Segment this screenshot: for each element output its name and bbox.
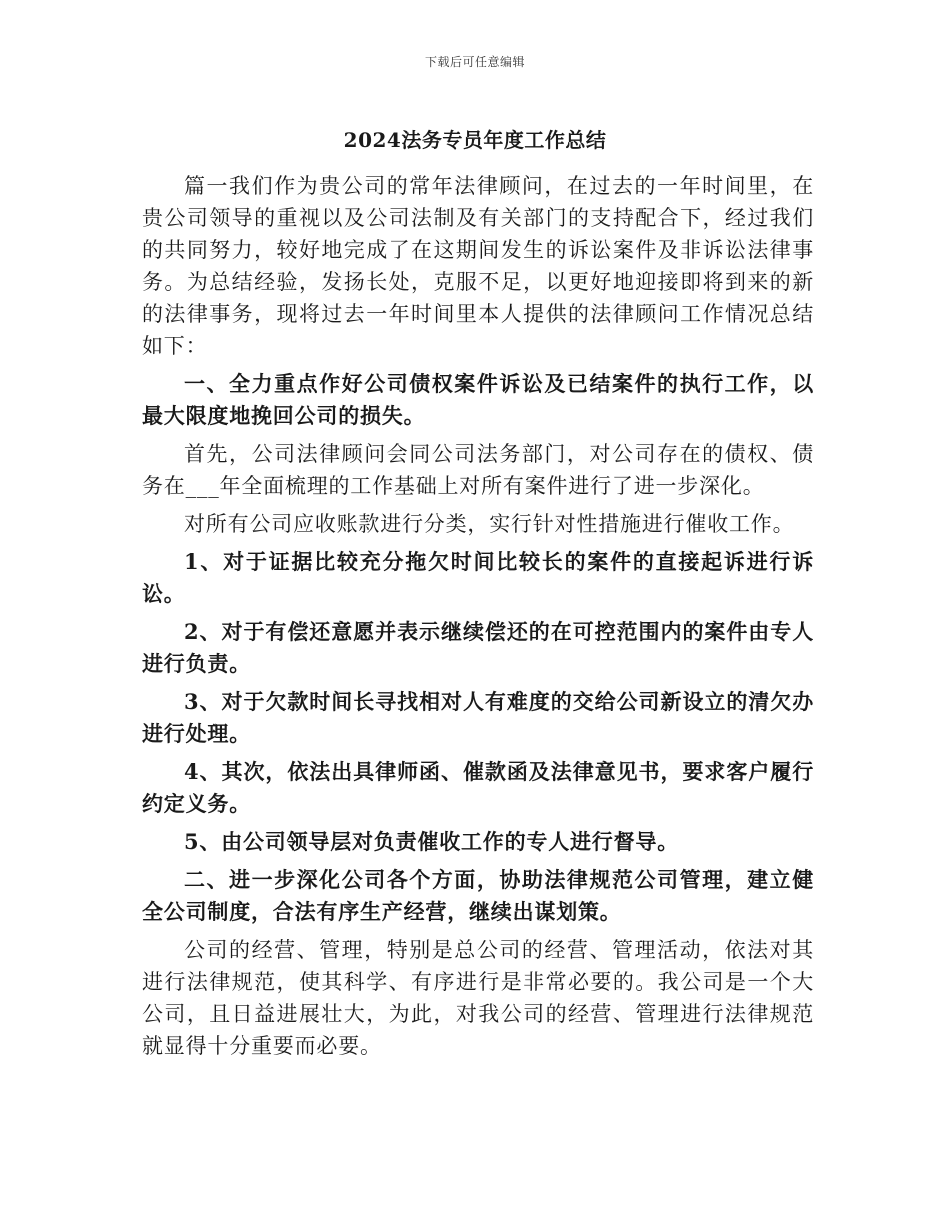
paragraph: 对所有公司应收账款进行分类，实行针对性措施进行催收工作。	[184, 512, 795, 536]
document-body	[142, 170, 814, 1068]
paragraph-intro: 篇一我们作为贵公司的常年法律顾问，在过去的一年时间里，在贵公司领导的重视以及公司法制及有关部门的支持配合下，经过我们的共同努力，较好地完成了在这期间发生的诉讼案件及非诉讼法律事务。为总结经验，发扬长处，克服不足，以更好地迎接即将到来的新的法律事务，现将过去一年时间里本人提供的法律顾问工作情况总结如下：	[142, 174, 814, 358]
section-heading-1: 一、全力重点作好公司债权案件诉讼及已结案件的执行工作，以最大限度地挽回公司的损失。	[142, 371, 814, 428]
document-title: 2024法务专员年度工作总结	[343, 128, 607, 152]
section-heading-2: 二、进一步深化公司各个方面，协助法律规范公司管理，建立健全公司制度，合法有序生产经营，继续出谋划策。	[142, 867, 814, 924]
list-item-1: 1、对于证据比较充分拖欠时间比较长的案件的直接起诉进行诉讼。	[142, 549, 814, 606]
list-item-3: 3、对于欠款时间长寻找相对人有难度的交给公司新设立的清欠办进行处理。	[142, 689, 814, 746]
list-item-5: 5、由公司领导层对负责催收工作的专人进行督导。	[184, 829, 680, 854]
list-item-2: 2、对于有偿还意愿并表示继续偿还的在可控范围内的案件由专人进行负责。	[142, 619, 814, 676]
header-note: 下载后可任意编辑	[424, 55, 525, 69]
paragraph: 首先，公司法律顾问会同公司法务部门，对公司存在的债权、债务在___年全面梳理的工作基础上对所有案件进行了进一步深化。	[142, 442, 814, 498]
paragraph: 公司的经营、管理，特别是总公司的经营、管理活动，依法对其进行法律规范，使其科学、有序进行是非常必要的。我公司是一个大公司，且日益进展壮大，为此，对我公司的经营、管理进行法律规范就显得十分重要而必要。	[142, 938, 814, 1058]
list-item-4: 4、其次，依法出具律师函、催款函及法律意见书，要求客户履行约定义务。	[142, 759, 814, 816]
